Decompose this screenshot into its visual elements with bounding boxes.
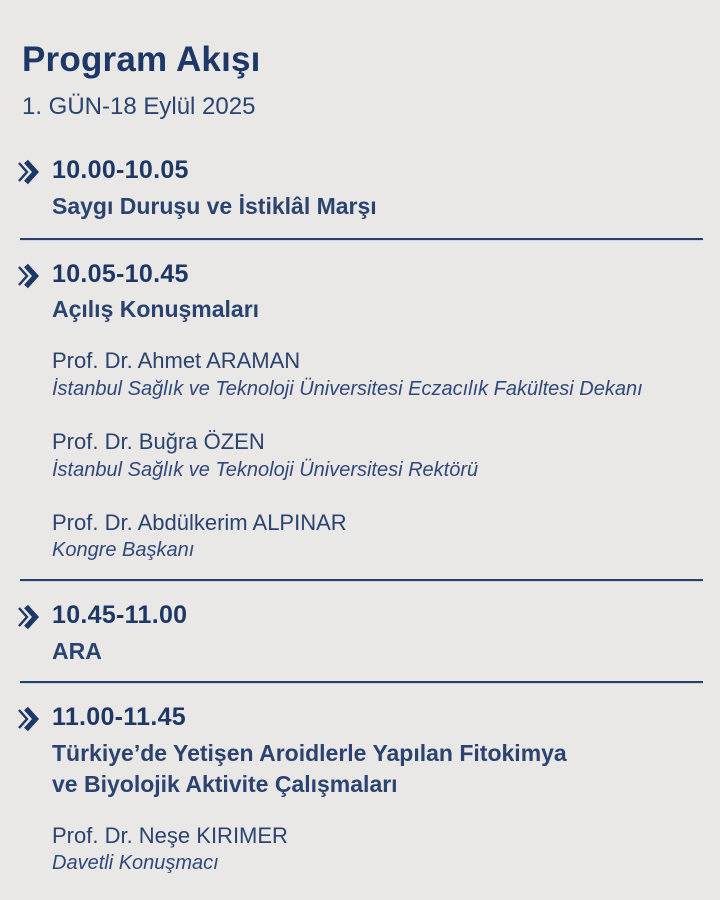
speaker-name: Prof. Dr. Neşe KIRIMER xyxy=(52,822,288,848)
section-divider xyxy=(20,681,703,683)
schedule-item xyxy=(15,601,702,667)
speaker xyxy=(52,347,702,402)
double-chevron-right-icon xyxy=(15,262,41,290)
speaker xyxy=(52,822,702,877)
session-title: Saygı Duruşu ve İstiklâl Marşı xyxy=(52,192,377,219)
schedule-item-body xyxy=(52,156,702,222)
session-title: ARA xyxy=(52,637,102,664)
schedule-item xyxy=(15,260,702,564)
speaker-list xyxy=(52,347,702,563)
speaker-role: İstanbul Sağlık ve Teknoloji Üniversitesi Rektörü xyxy=(52,458,479,481)
schedule-item-body xyxy=(52,260,702,564)
schedule-item xyxy=(15,156,702,222)
page-subtitle: 1. GÜN-18 Eylül 2025 xyxy=(22,93,256,120)
speaker xyxy=(52,509,702,564)
speaker-name: Prof. Dr. Buğra ÖZEN xyxy=(52,428,265,454)
double-chevron-right-icon xyxy=(15,603,41,631)
session-time: 10.00-10.05 xyxy=(52,155,189,184)
section-divider xyxy=(20,238,703,240)
session-time: 10.05-10.45 xyxy=(52,259,189,288)
schedule-item-body xyxy=(52,703,702,876)
speaker xyxy=(52,428,702,483)
speaker-name: Prof. Dr. Abdülkerim ALPINAR xyxy=(52,509,347,535)
schedule-item xyxy=(15,703,702,876)
speaker-role: Davetli Konuşmacı xyxy=(52,852,219,875)
session-time: 11.00-11.45 xyxy=(52,702,186,731)
schedule-item-body xyxy=(52,601,702,667)
speaker-list xyxy=(52,822,702,877)
speaker-role: Kongre Başkanı xyxy=(52,539,195,562)
speaker-role: İstanbul Sağlık ve Teknoloji Üniversitesi Eczacılık Fakültesi Dekanı xyxy=(52,377,643,400)
speaker-name: Prof. Dr. Ahmet ARAMAN xyxy=(52,348,301,374)
session-time: 10.45-11.00 xyxy=(52,601,188,630)
session-title: Türkiye’de Yetişen Aroidlerle Yapılan Fitokimya ve Biyolojik Aktivite Çalışmaları xyxy=(52,739,567,797)
double-chevron-right-icon xyxy=(15,705,41,733)
page-title: Program Akışı xyxy=(22,40,261,79)
section-divider xyxy=(20,579,703,581)
double-chevron-right-icon xyxy=(15,158,41,186)
session-title: Açılış Konuşmaları xyxy=(52,296,260,323)
